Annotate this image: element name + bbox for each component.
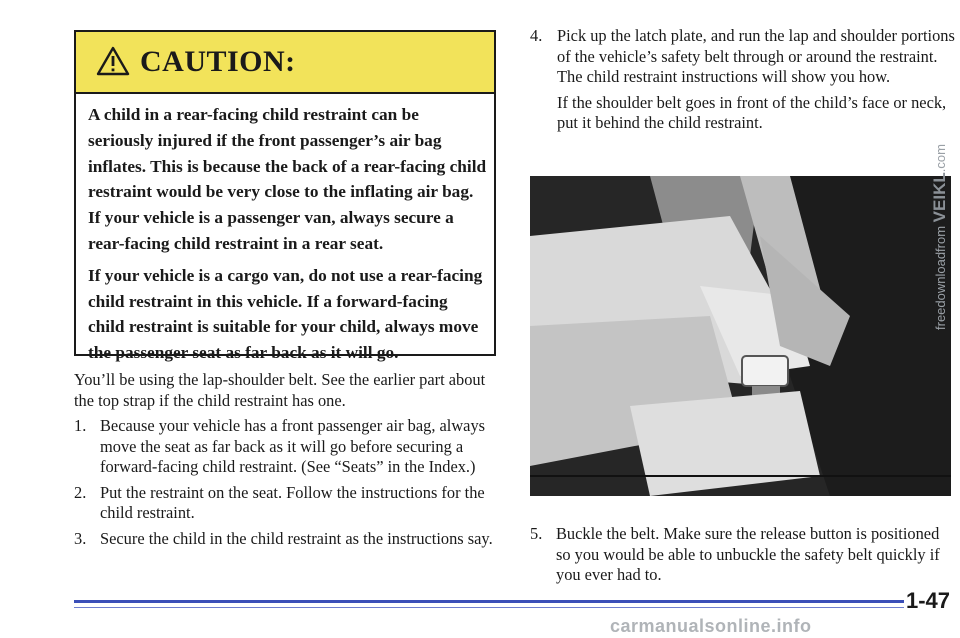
watermark-brand: VEIKL: [930, 172, 949, 223]
step-item: [530, 26, 955, 88]
step-text: Secure the child in the child restraint as the instructions say.: [100, 528, 493, 548]
step-text: Put the restraint on the seat. Follow the instructions for the child restraint.: [100, 482, 485, 522]
caution-box: [74, 30, 496, 363]
step-text: Buckle the belt. Make sure the release button is positioned so you would be able to unbuckle the safety belt quickly if you ever had to.: [556, 524, 940, 584]
buckle-illustration: [530, 176, 951, 496]
step-number: 3.: [74, 528, 87, 548]
footer-rule-thin: [74, 607, 904, 608]
footer-rule: [74, 600, 904, 603]
caution-paragraph: A child in a rear-facing child restraint can be seriously injured if the front passenger’s air bag inflates. This is because the back of a rear-facing child restraint would be very close to the inflating air bag. If your vehicle is a passenger van, always secure a rear-facing child restraint in a rear seat.: [88, 105, 487, 253]
step-item: [74, 416, 504, 478]
step-number: 2.: [74, 482, 87, 502]
watermark-prefix: freedownloadfrom: [933, 222, 948, 330]
step-number: 1.: [74, 416, 87, 435]
step-text: Pick up the latch plate, and run the lap and shoulder portions of the vehicle’s safety belt through or around the restraint. The child restraint instructions will show you how.: [557, 26, 955, 86]
side-watermark: [930, 144, 950, 330]
step-item: [530, 524, 956, 586]
step-text: Because your vehicle has a front passenger air bag, always move the seat as far back as it will go before securing a forward-facing child restraint. (See “Seats” in the Index.): [100, 416, 486, 476]
step-note: If the shoulder belt goes in front of the child’s face or neck, put it behind the child restraint.: [557, 92, 947, 132]
left-column-text: [74, 370, 504, 554]
step-number: 4.: [530, 26, 543, 45]
buckle-photo: [530, 176, 951, 496]
caution-header: [76, 32, 494, 94]
watermark-suffix: .com: [933, 144, 948, 173]
bottom-watermark: carmanualsonline.info: [610, 616, 812, 636]
step-number: 5.: [530, 524, 543, 543]
step-item: [74, 483, 504, 524]
warning-triangle-icon: [96, 46, 130, 76]
intro-paragraph: You’ll be using the lap-shoulder belt. See the earlier part about the top strap if the child restraint has one.: [74, 370, 486, 410]
step-item: [74, 529, 504, 550]
page-number: 1-47: [906, 588, 951, 613]
caution-paragraph: If your vehicle is a cargo van, do not use a rear-facing child restraint in this vehicle. If a forward-facing child restraint is suitable for your child, always move the passenger seat as far back as it will go.: [88, 265, 483, 363]
caution-title: CAUTION:: [140, 45, 296, 78]
caution-body: [88, 102, 488, 372]
right-column-text: [530, 26, 955, 134]
